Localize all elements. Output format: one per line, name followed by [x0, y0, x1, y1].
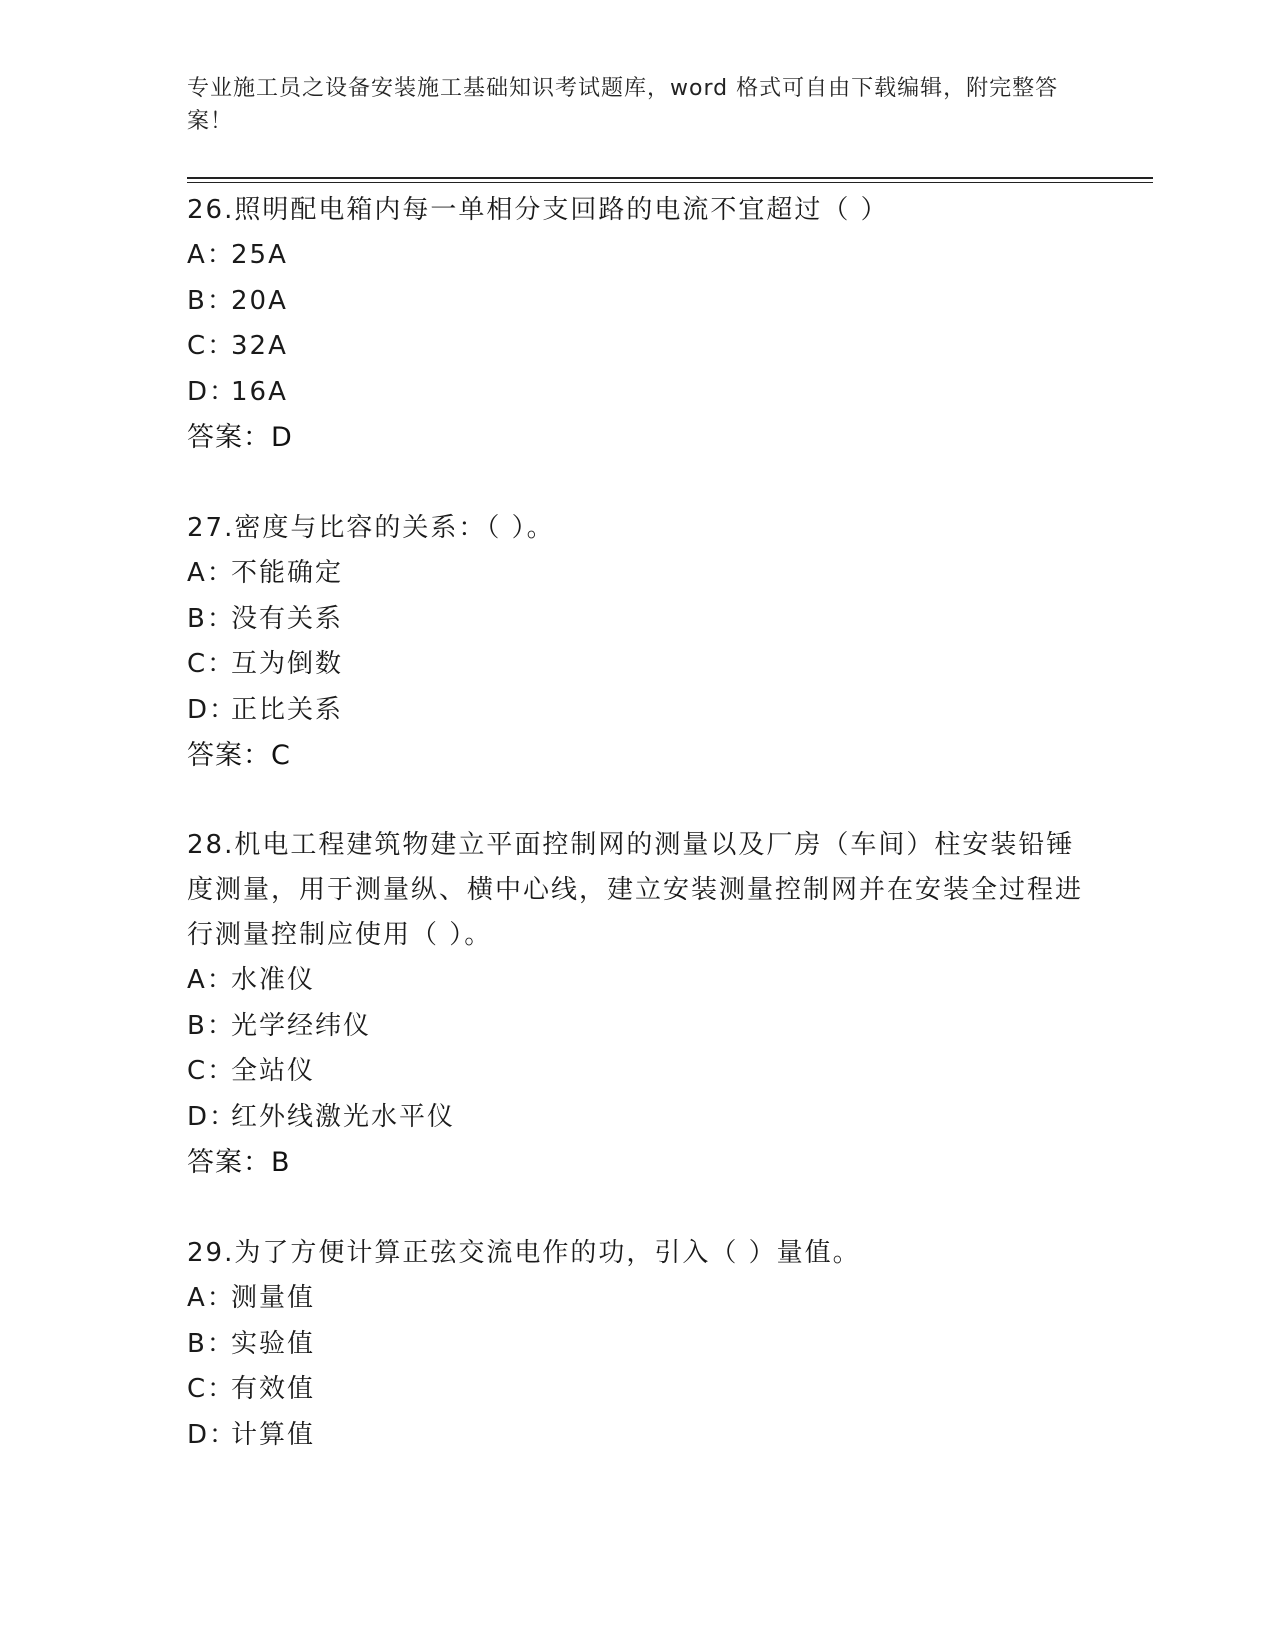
- option-a: [187, 551, 1087, 597]
- option-text: 32A: [231, 331, 288, 361]
- option-d: [187, 688, 1087, 734]
- option-text: 正比关系: [231, 694, 344, 725]
- question-stem: 28.机电工程建筑物建立平面控制网的测量以及厂房（车间）柱安装铅锤度测量，用于测量纵、横中心线，建立安装测量控制网并在安装全过程进行测量控制应使用（ ）。: [187, 830, 1084, 950]
- option-key: B：: [187, 1328, 235, 1359]
- option-key: C：: [187, 331, 236, 361]
- option-key: D：: [187, 376, 238, 407]
- option-key: B：: [187, 285, 235, 316]
- option-text: 全站仪: [231, 1056, 316, 1086]
- option-b: [187, 1004, 1087, 1050]
- header-divider-thin: [187, 182, 1153, 183]
- option-c: [187, 642, 1087, 688]
- document-header: 专业施工员之设备安装施工基础知识考试题库，word 格式可自由下载编辑，附完整答案！: [187, 76, 1059, 134]
- option-key: B：: [187, 1010, 235, 1041]
- option-a: [187, 958, 1087, 1004]
- option-text: 红外线激光水平仪: [231, 1101, 456, 1132]
- option-text: 光学经纬仪: [231, 1010, 372, 1041]
- option-text: 不能确定: [231, 558, 344, 588]
- option-key: A：: [187, 558, 235, 588]
- option-key: C：: [187, 1374, 236, 1404]
- option-c: [187, 1367, 1087, 1413]
- option-text: 有效值: [231, 1374, 316, 1404]
- answer: 答案：D: [187, 422, 293, 453]
- option-key: A：: [187, 1283, 235, 1313]
- option-a: [187, 233, 1087, 279]
- option-b: [187, 279, 1087, 325]
- question-29: [187, 1231, 1087, 1458]
- question-stem: 29.为了方便计算正弦交流电作的功，引入（ ）量值。: [187, 1238, 861, 1268]
- question-27: [187, 506, 1087, 778]
- option-key: A：: [187, 240, 235, 270]
- option-b: [187, 1322, 1087, 1368]
- option-d: [187, 370, 1087, 416]
- option-text: 实验值: [231, 1328, 316, 1359]
- option-text: 20A: [231, 285, 288, 316]
- option-d: [187, 1095, 1087, 1141]
- answer: 答案：B: [187, 1147, 291, 1178]
- option-key: D：: [187, 1419, 238, 1450]
- option-text: 25A: [231, 240, 288, 270]
- option-text: 计算值: [231, 1419, 316, 1450]
- header-divider: [187, 177, 1153, 179]
- option-key: D：: [187, 1101, 238, 1132]
- option-key: D：: [187, 694, 238, 725]
- answer: 答案：C: [187, 740, 291, 771]
- option-b: [187, 597, 1087, 643]
- question-26: [187, 188, 1087, 460]
- option-text: 16A: [231, 376, 288, 407]
- option-c: [187, 324, 1087, 370]
- option-text: 互为倒数: [231, 649, 344, 679]
- option-text: 水准仪: [231, 965, 316, 995]
- option-key: C：: [187, 1056, 236, 1086]
- question-stem: 27.密度与比容的关系：（ ）。: [187, 513, 555, 543]
- question-stem: 26.照明配电箱内每一单相分支回路的电流不宜超过（ ）: [187, 195, 889, 225]
- question-28: [187, 823, 1087, 1185]
- option-key: B：: [187, 603, 235, 634]
- option-key: A：: [187, 965, 235, 995]
- option-d: [187, 1413, 1087, 1459]
- option-text: 没有关系: [231, 603, 344, 634]
- option-text: 测量值: [231, 1283, 316, 1313]
- option-c: [187, 1049, 1087, 1095]
- option-a: [187, 1276, 1087, 1322]
- option-key: C：: [187, 649, 236, 679]
